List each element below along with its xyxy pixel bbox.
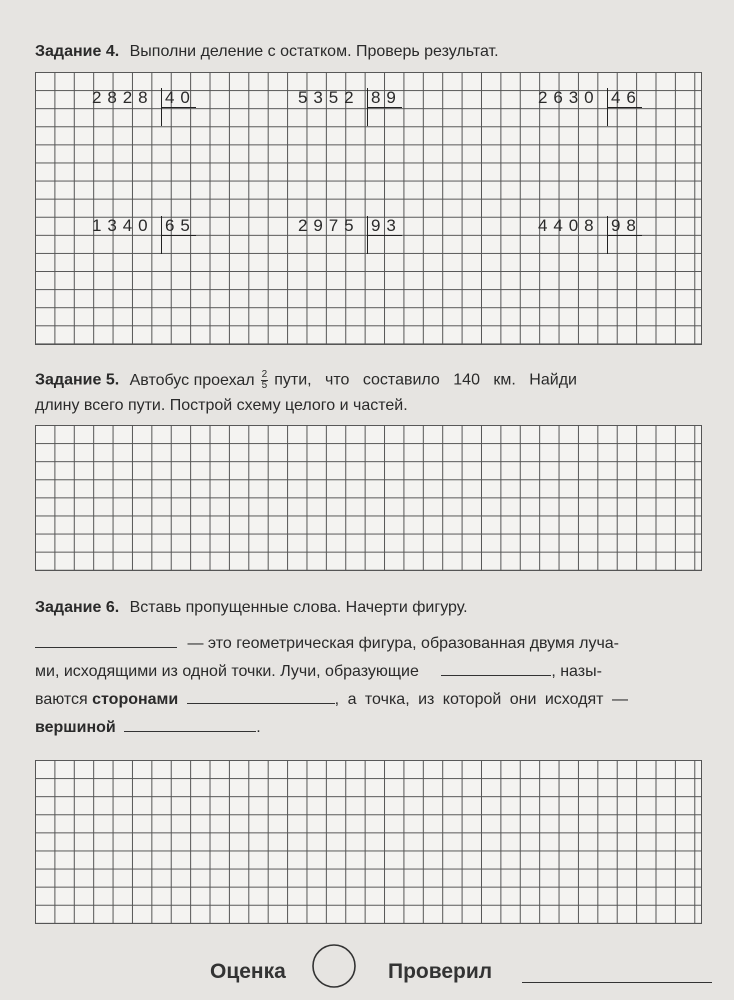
task6-p3b: , а точка, из которой они исходят — bbox=[334, 691, 628, 708]
task5-label: Задание 5. bbox=[35, 371, 120, 389]
divisor-2: 89 bbox=[371, 88, 402, 107]
task6-p2b: , назы- bbox=[551, 663, 602, 680]
fraction-denominator: 5 bbox=[261, 380, 268, 391]
task5-heading bbox=[35, 370, 711, 391]
task4-label: Задание 4. bbox=[35, 43, 120, 60]
grade-circle-icon[interactable] bbox=[310, 942, 358, 990]
task6-label: Задание 6. bbox=[35, 599, 120, 616]
task6-p3a: ваются bbox=[35, 691, 88, 708]
divisor-6: 98 bbox=[611, 216, 642, 235]
fraction-two-fifths bbox=[261, 370, 269, 391]
divisor-5: 93 bbox=[371, 216, 402, 235]
blank-1[interactable] bbox=[35, 631, 177, 648]
division-problem-3 bbox=[538, 88, 642, 108]
checked-label: Проверил bbox=[388, 960, 493, 983]
task6-p2a: ми, исходящими из одной точки. Лучи, образующие bbox=[35, 663, 419, 680]
division-problem-4 bbox=[92, 216, 196, 236]
dividend-5: 2975 bbox=[298, 216, 360, 235]
task5-text-after: пути, что составило 140 км. Найди bbox=[274, 371, 577, 389]
blank-2[interactable] bbox=[441, 659, 551, 676]
task6-text: Вставь пропущенные слова. Начерти фигуру. bbox=[129, 599, 468, 616]
checked-signature-line[interactable] bbox=[522, 982, 712, 983]
fraction-numerator: 2 bbox=[261, 369, 268, 380]
dividend-6: 4408 bbox=[538, 216, 600, 235]
division-problem-5 bbox=[298, 216, 402, 236]
task6-p4b: . bbox=[256, 719, 261, 736]
task5-line2 bbox=[35, 396, 408, 416]
task6-heading bbox=[35, 598, 468, 618]
divisor-1: 40 bbox=[165, 88, 196, 107]
dividend-4: 1340 bbox=[92, 216, 154, 235]
task6-grid[interactable] bbox=[35, 760, 702, 924]
blank-4[interactable] bbox=[124, 715, 256, 732]
task6-p1: — это геометрическая фигура, образованная двумя луча- bbox=[187, 635, 619, 652]
task6-p4bold: вершиной bbox=[35, 719, 116, 736]
divisor-3: 46 bbox=[611, 88, 642, 107]
task6-p3bold: сторонами bbox=[92, 691, 179, 708]
grade-label: Оценка bbox=[210, 960, 286, 983]
task4-text: Выполни деление с остатком. Проверь результат. bbox=[129, 43, 499, 60]
divisor-4: 65 bbox=[165, 216, 196, 235]
division-problem-1 bbox=[92, 88, 196, 108]
dividend-3: 2630 bbox=[538, 88, 600, 107]
task5-text-line2: длину всего пути. Построй схему целого и частей. bbox=[35, 397, 408, 414]
task4-heading bbox=[35, 42, 499, 62]
dividend-1: 2828 bbox=[92, 88, 154, 107]
dividend-2: 5352 bbox=[298, 88, 360, 107]
blank-3[interactable] bbox=[187, 687, 335, 704]
task6-paragraph bbox=[35, 630, 711, 742]
task5-text-before: Автобус проехал bbox=[129, 371, 255, 389]
division-problem-2 bbox=[298, 88, 402, 108]
task5-grid[interactable] bbox=[35, 425, 702, 571]
division-problem-6 bbox=[538, 216, 642, 236]
